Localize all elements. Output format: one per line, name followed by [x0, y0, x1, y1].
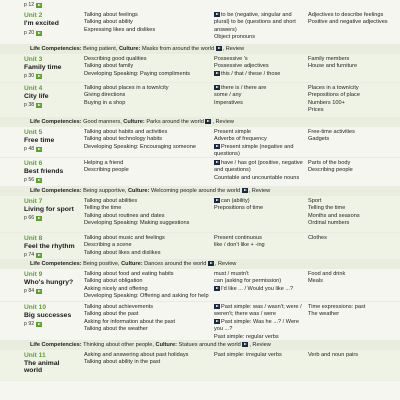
grammar-col: must / mustn't can (asking for permission) I'd like ... / Would you like ...? [214, 271, 294, 292]
unit-info [24, 56, 76, 81]
review-link[interactable]: Review [218, 261, 237, 267]
video-icon[interactable] [205, 119, 211, 124]
unit-number: Unit 10 [24, 304, 46, 311]
grammar-col: Present simple Adverbs of frequency Present simple (negative and questions) [214, 129, 304, 159]
competencies-bar: Life Competencies: Good manners, Culture: Parks around the world , Review [0, 118, 400, 127]
play-icon[interactable] [36, 253, 42, 258]
page-ref: p 56 [24, 177, 76, 184]
unit-title: The animal world [24, 359, 60, 375]
competencies-bar: Life Competencies: Being positive, Culture: Dances around the world , Review [0, 260, 400, 269]
play-icon[interactable] [36, 178, 42, 183]
review-link[interactable]: Review [215, 119, 234, 125]
vocabulary-col: Places in a town/city Prepositions of place Numbers 100+ Prices [308, 85, 360, 114]
unit-info [24, 352, 76, 375]
page-ref: p 38 [24, 102, 76, 109]
grammar-item: Past simple: Was he ...? / Were you ...? [214, 318, 300, 333]
unit-number: Unit 8 [24, 235, 43, 242]
grammar-col: there is / there are some / any Imperatives [214, 85, 267, 106]
video-icon[interactable] [208, 261, 214, 266]
unit-info [24, 198, 76, 223]
review-link[interactable]: Review [252, 342, 271, 348]
competencies-bar: Life Competencies: Being supportive, Culture: Welcoming people around the world , Review [0, 187, 400, 196]
page-ref: p 74 [24, 252, 76, 259]
grammar-item: Present simple (negative and questions) [214, 143, 294, 158]
unit-number: Unit 5 [24, 129, 43, 136]
functions-col: Talking about music and feelings Describing a scene Talking about likes and dislikes [84, 235, 165, 256]
functions-col: Helping a friend Describing people [84, 160, 129, 174]
page-ref: p 66 [24, 215, 76, 222]
unit-title: City life [24, 92, 49, 100]
video-icon[interactable] [214, 286, 220, 291]
page-number: p 20 [24, 29, 35, 36]
page-number: p 12 [24, 2, 35, 8]
unit-info [24, 129, 76, 154]
grammar-item: Object pronouns [214, 34, 256, 41]
grammar-col: Past simple: irregular verbs [214, 352, 282, 358]
play-icon[interactable] [36, 289, 42, 294]
page-ref [24, 30, 76, 37]
competencies-bar: Life Competencies: Being patient, Culture: Masks from around the world , Review [0, 45, 400, 54]
grammar-col: can (ability) Prepositions of time [214, 198, 264, 212]
video-icon[interactable] [214, 12, 220, 17]
video-icon[interactable] [242, 342, 248, 347]
grammar-item: Past simple: was / wasn't; were / weren't; there was / were [214, 304, 302, 318]
unit-title: Living for sport [24, 205, 74, 213]
unit-row-7 [0, 196, 400, 233]
unit-row-9 [0, 269, 400, 302]
unit-row-11 [0, 350, 400, 381]
play-icon[interactable] [36, 322, 42, 327]
vocabulary-col: Family members House and furniture [308, 56, 358, 70]
grammar-col [214, 12, 304, 42]
vocabulary-col: Parts of the body Describing people [308, 160, 353, 174]
vocabulary-col: Sport Telling the time Months and seasons Ordinal numbers [308, 198, 360, 227]
video-icon[interactable] [214, 71, 220, 76]
vocabulary-col: Free-time activities Gadgets [308, 129, 355, 143]
unit-row-8 [0, 233, 400, 260]
unit-title: I'm excited [24, 20, 59, 27]
vocabulary-col [308, 12, 398, 27]
grammar-item: to be (negative, singular and plural) to be (questions and short answers) [214, 12, 296, 33]
video-icon[interactable] [242, 188, 248, 193]
functions-col: Talking about achievements Talking about the past Asking for information about the past Talking about the weather [84, 304, 176, 333]
grammar-item: have / has got (positive, negative and questions) [214, 160, 303, 174]
unit-info [24, 235, 76, 260]
video-icon[interactable] [214, 160, 220, 165]
unit-number: Unit 9 [24, 271, 43, 278]
page-ref: p 84 [24, 288, 76, 295]
video-icon[interactable] [214, 304, 220, 309]
unit-row-6 [0, 158, 400, 187]
play-icon[interactable] [36, 31, 42, 36]
vocabulary-col: Verb and noun pairs [308, 352, 359, 358]
unit-row-4 [0, 83, 400, 118]
play-icon[interactable] [36, 103, 42, 108]
vocabulary-col: Clothes [308, 235, 327, 241]
function-item: Talking about ability [84, 19, 133, 26]
video-icon[interactable] [214, 85, 220, 90]
function-item: Talking about feelings [84, 12, 138, 18]
play-icon[interactable] [36, 147, 42, 152]
vocabulary-col: Food and drink Meals [308, 271, 346, 285]
unit-title: Best friends [24, 167, 64, 175]
unit-info [24, 271, 76, 296]
page-ref: p 48 [24, 146, 76, 153]
unit-row-10 [0, 302, 400, 341]
unit-title: Big successes [24, 311, 72, 319]
vocab-item: Adjectives to describe feelings [308, 12, 384, 18]
review-link[interactable]: Review [251, 188, 271, 194]
unit-info [24, 304, 76, 329]
page-ref [24, 2, 76, 9]
unit-row-5 [0, 127, 400, 158]
unit-info [24, 0, 76, 37]
video-icon[interactable] [216, 46, 222, 51]
play-icon[interactable] [36, 74, 42, 79]
unit-title: Feel the rhythm [24, 242, 75, 250]
page-ref: p 92 [24, 321, 76, 328]
review-link[interactable]: Review [225, 46, 245, 52]
grammar-col: Possessive 's Possessive adjectives this / that / these / those [214, 56, 281, 77]
unit-title: Free time [24, 136, 55, 144]
unit-title: Family time [24, 63, 62, 71]
play-icon[interactable] [36, 3, 42, 8]
functions-col: Talking about food and eating habits Talking about obligation Asking nicely and offering Developing Speaking: Offering and asking for help [84, 271, 209, 300]
functions-col: Asking and answering about past holidays Talking about ability in the past [84, 352, 189, 366]
unit-info [24, 85, 76, 110]
unit-row-3 [0, 54, 400, 83]
page-ref: p 30 [24, 73, 76, 80]
unit-title: Who's hungry? [24, 278, 74, 286]
unit-number: Unit 2 [24, 12, 43, 20]
vocabulary-col: Time expressions: past The weather [308, 304, 366, 318]
unit-row-2 [0, 0, 400, 45]
function-item: Expressing likes and dislikes [84, 26, 156, 33]
unit-number: Unit 6 [24, 160, 43, 167]
vocab-item: Positive and negative adjectives [308, 19, 388, 26]
functions-col: Describing good qualities Talking about family Developing Speaking: Paying compliments [84, 56, 191, 77]
unit-number: Unit 7 [24, 198, 43, 205]
video-icon[interactable] [214, 319, 220, 324]
grammar-col: have / has got (positive, negative and questions) Countable and uncountable nouns [214, 160, 303, 181]
functions-col: Talking about abilities Telling the time Talking about routines and dates Developing Speaking: Making suggestions [84, 198, 190, 227]
unit-number: Unit 3 [24, 56, 43, 63]
functions-col [84, 12, 210, 34]
unit-info [24, 160, 76, 185]
video-icon[interactable] [214, 198, 220, 203]
unit-number: Unit 11 [24, 352, 46, 359]
grammar-col: Present continuous like / don't like + -ing [214, 235, 265, 249]
video-icon[interactable] [214, 144, 220, 149]
play-icon[interactable] [36, 216, 42, 221]
functions-col: Talking about places in a town/city Giving directions Buying in a shop [84, 85, 169, 106]
competencies-bar: Life Competencies: Thinking about other people, Culture: Statues around the world , Review [0, 341, 400, 350]
grammar-col: Past simple: was / wasn't; were / weren't; there was / were Past simple: Was he ...? / Were you ...? Past simple: regular verbs [214, 304, 304, 341]
functions-col: Talking about habits and activities Talking about technology habits Developing Speaking: Encouraging someone [84, 129, 196, 150]
unit-number: Unit 4 [24, 85, 43, 92]
